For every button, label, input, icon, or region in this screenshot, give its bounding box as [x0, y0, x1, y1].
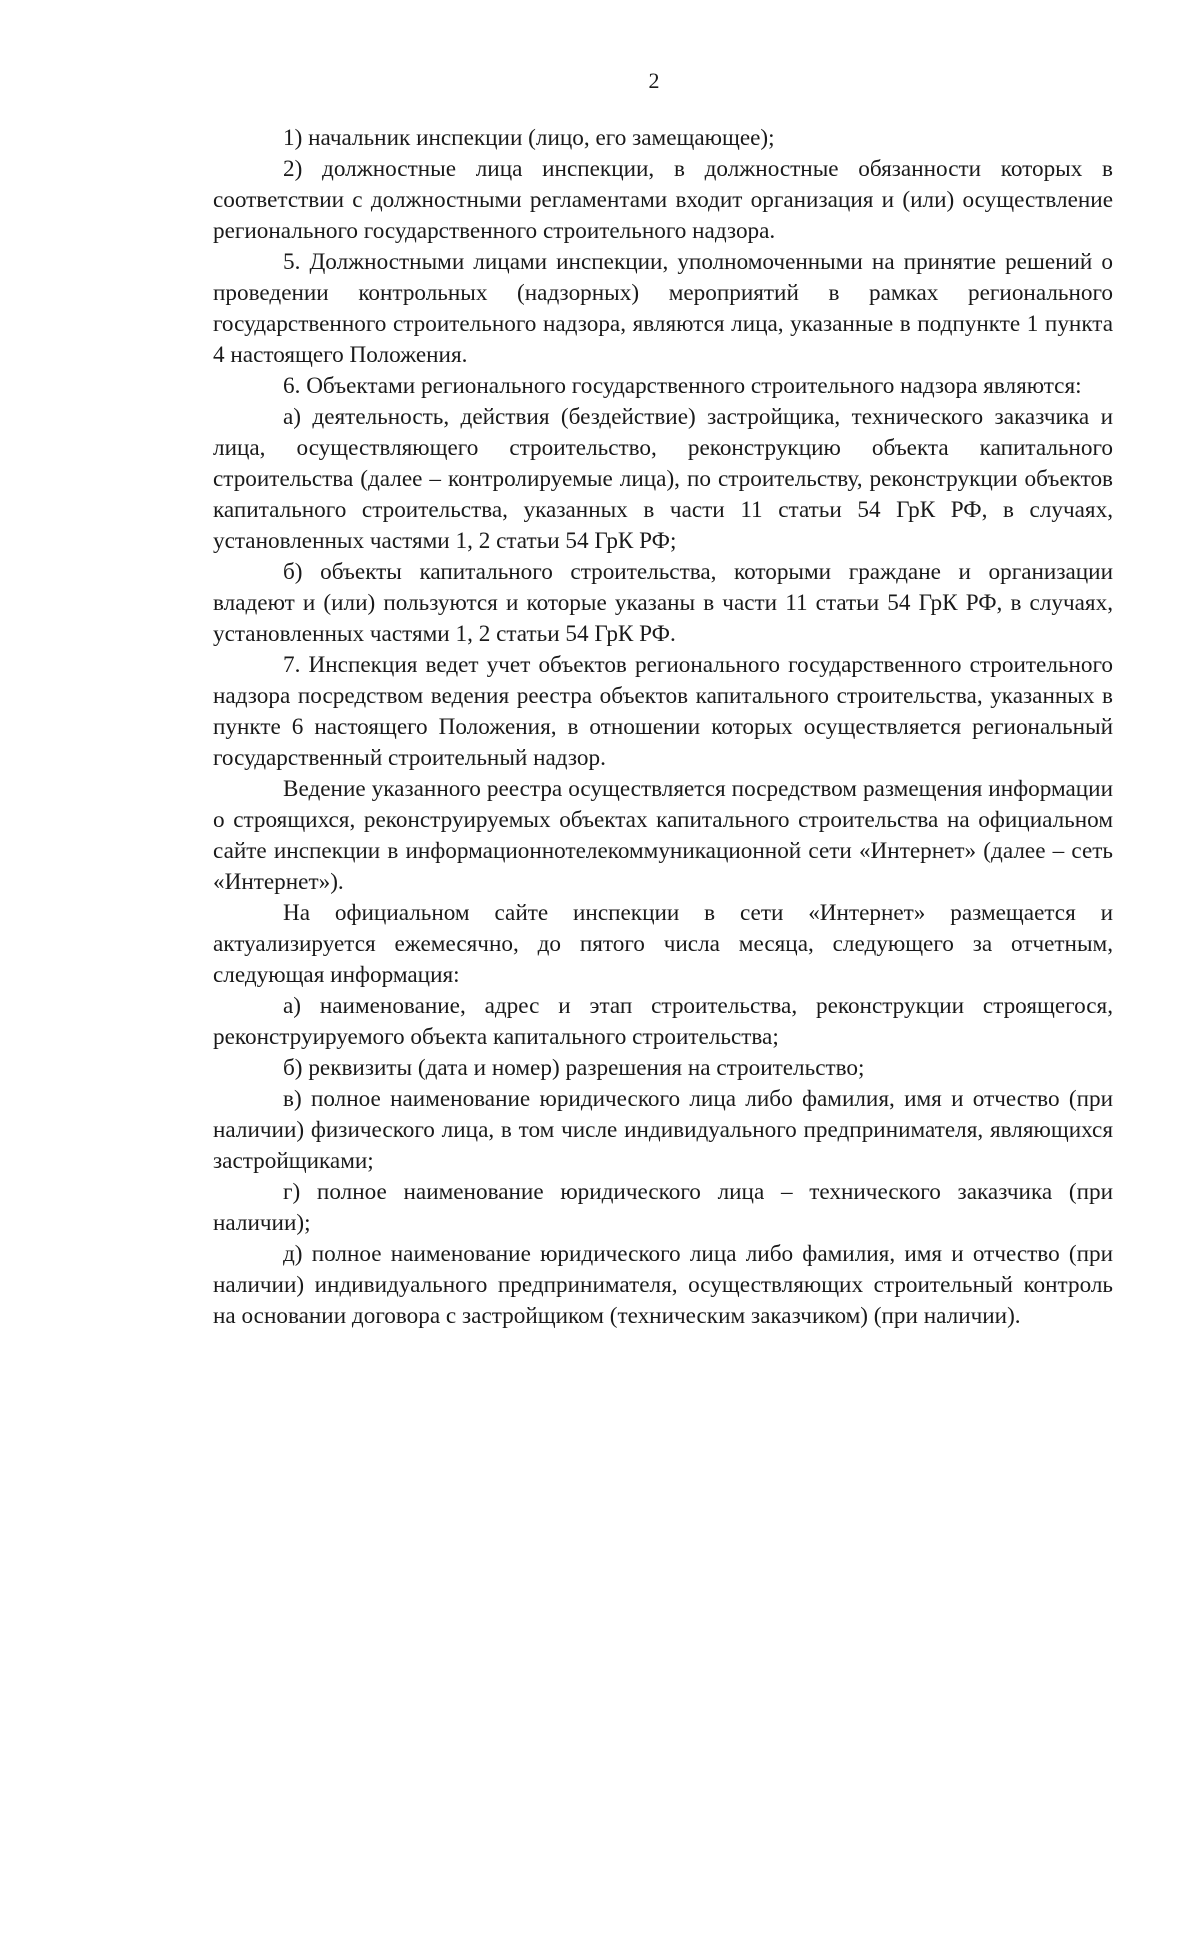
page-number: 2	[648, 68, 660, 93]
paragraph-section-6-a: а) деятельность, действия (бездействие) застройщика, технического заказчика и лица, осуществляющего строительство, реконструкцию объекта капитального строительства (далее – контролируемые лица), по строительству, реконструкции объектов капитального строительства, указанных в части 11 статьи 54 ГрК РФ, в случаях, установленных частями 1, 2 статьи 54 ГрК РФ;	[213, 404, 1113, 554]
paragraph-website-info: На официальном сайте инспекции в сети «Интернет» размещается и актуализируется ежемесячно, до пятого числа месяца, следующего за отчетным, следующая информация:	[213, 900, 1113, 988]
paragraph-info-a: а) наименование, адрес и этап строительства, реконструкции строящегося, реконструируемого объекта капитального строительства;	[213, 993, 1113, 1050]
paragraph-info-g: г) полное наименование юридического лица – технического заказчика (при наличии);	[213, 1179, 1113, 1236]
paragraph-item-1: 1) начальник инспекции (лицо, его замещающее);	[283, 125, 775, 151]
paragraph-item-2: 2) должностные лица инспекции, в должностные обязанности которых в соответствии с должностными регламентами входит организация и (или) осуществление регионального государственного строительного надзора.	[213, 156, 1113, 244]
paragraph-section-6-b: б) объекты капитального строительства, которыми граждане и организации владеют и (или) пользуются и которые указаны в части 11 статьи 54 ГрК РФ, в случаях, установленных частями 1, 2 статьи 54 ГрК РФ.	[213, 559, 1113, 647]
paragraph-registry-maintenance: Ведение указанного реестра осуществляется посредством размещения информации о строящихся, реконструируемых объектах капитального строительства на официальном сайте инспекции в информационнотелекоммуникационной сети «Интернет» (далее – сеть «Интернет»).	[213, 776, 1113, 895]
paragraph-section-7: 7. Инспекция ведет учет объектов регионального государственного строительного надзора посредством ведения реестра объектов капитального строительства, указанных в пункте 6 настоящего Положения, в отношении которых осуществляется региональный государственный строительный надзор.	[213, 652, 1113, 771]
document-body	[213, 123, 1113, 1332]
paragraph-info-d: д) полное наименование юридического лица либо фамилия, имя и отчество (при наличии) индивидуального предпринимателя, осуществляющих строительный контроль на основании договора с застройщиком (техническим заказчиком) (при наличии).	[213, 1241, 1113, 1329]
paragraph-section-6: 6. Объектами регионального государственного строительного надзора являются:	[283, 373, 1082, 399]
paragraph-info-b: б) реквизиты (дата и номер) разрешения на строительство;	[283, 1055, 865, 1081]
paragraph-info-v: в) полное наименование юридического лица либо фамилия, имя и отчество (при наличии) физического лица, в том числе индивидуального предпринимателя, являющихся застройщиками;	[213, 1086, 1113, 1174]
paragraph-section-5: 5. Должностными лицами инспекции, уполномоченными на принятие решений о проведении контрольных (надзорных) мероприятий в рамках регионального государственного строительного надзора, являются лица, указанные в подпункте 1 пункта 4 настоящего Положения.	[213, 249, 1113, 368]
